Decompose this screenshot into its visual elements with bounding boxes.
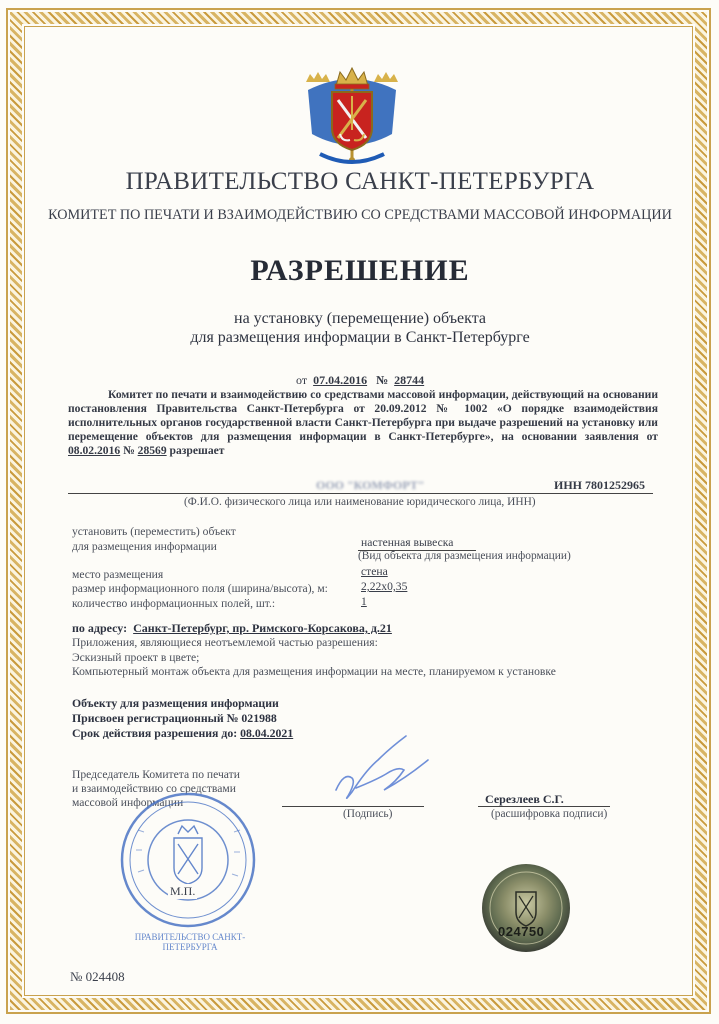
- registration-line-1: Объекту для размещения информации: [72, 696, 279, 710]
- signer-underline: [478, 806, 610, 807]
- coat-of-arms-icon: [300, 60, 404, 168]
- committee-title: КОМИТЕТ ПО ПЕЧАТИ И ВЗАИМОДЕЙСТВИЮ СО СРЕДСТВАМИ МАССОВОЙ ИНФОРМАЦИИ: [48, 207, 672, 223]
- authorization-paragraph: [68, 388, 658, 458]
- handwritten-signature: [326, 730, 436, 810]
- count-label: количество информационных полей, шт.:: [72, 597, 276, 610]
- hologram-number: 024750: [498, 924, 545, 939]
- permit-date: 07.04.2016: [313, 373, 368, 387]
- permit-date-line: [296, 373, 424, 388]
- form-number: № 024408: [70, 969, 125, 984]
- registration-number-line: [72, 711, 277, 726]
- subtitle-line-2: для размещения информации в Санкт-Петербурге: [190, 329, 530, 346]
- address-label: по адресу:: [72, 621, 128, 635]
- chairman-line-3: массовой информации: [72, 796, 184, 809]
- paragraph-text: Комитет по печати и взаимодействию со средствами массовой информации, действующий на основании постановления Правительства Санкт-Петербурга от 20.09.2012 № 1002 «О порядке взаимодействия исполнительных органов государственной власти Санкт-Петербурга при выдаче разрешений на установку или перемещение объектов для размещения информации в Санкт-Петербурге», на основании заявления от: [68, 388, 658, 443]
- validity-line: [72, 726, 293, 741]
- applicant-name: ООО "КОМФОРТ": [316, 478, 425, 492]
- application-number: 28569: [137, 444, 167, 457]
- hologram-sticker: [480, 862, 572, 954]
- subtitle-line-1: на установку (перемещение) объекта: [234, 310, 486, 327]
- address-line: [72, 621, 392, 636]
- location-label: место размещения: [72, 568, 164, 581]
- attachment-item: Компьютерный монтаж объекта для размещения информации на месте, планируемом к установке: [72, 665, 556, 678]
- document-title: РАЗРЕШЕНИЕ: [250, 254, 470, 287]
- permit-from-label: от: [296, 373, 308, 387]
- applicant-underline: [68, 493, 653, 494]
- chairman-line-2: и взаимодействию со средствами: [72, 782, 236, 795]
- decoding-caption: (расшифровка подписи): [491, 808, 608, 820]
- validity-date: 08.04.2021: [240, 726, 294, 740]
- applicant-caption: (Ф.И.О. физического лица или наименование юридического лица, ИНН): [184, 496, 536, 508]
- install-label-2: для размещения информации: [72, 540, 217, 553]
- object-type-value: настенная вывеска: [361, 536, 454, 549]
- permit-number: 28744: [394, 373, 425, 387]
- official-stamp: [118, 790, 258, 930]
- install-label-1: установить (переместить) объект: [72, 525, 236, 538]
- object-type-caption: (Вид объекта для размещения информации): [358, 550, 571, 562]
- registration-number: 021988: [241, 711, 277, 725]
- applicant-inn: ИНН 7801252965: [554, 478, 646, 492]
- validity-label: Срок действия разрешения до:: [72, 726, 238, 740]
- stamp-place-label: М.П.: [170, 884, 196, 898]
- attachments-heading: Приложения, являющиеся неотъемлемой частью разрешения:: [72, 636, 378, 649]
- address-value: Санкт-Петербург, пр. Римского-Корсакова, д.21: [133, 621, 392, 635]
- location-value: стена: [361, 565, 388, 578]
- government-title: ПРАВИТЕЛЬСТВО САНКТ-ПЕТЕРБУРГА: [125, 168, 595, 195]
- signer-name: Серезлеев С.Г.: [485, 792, 564, 806]
- signature-caption: (Подпись): [343, 808, 393, 820]
- size-value: 2,22x0,35: [361, 580, 408, 593]
- attachment-item: Эскизный проект в цвете;: [72, 651, 200, 664]
- stamp-ring-text: ПРАВИТЕЛЬСТВО САНКТ-ПЕТЕРБУРГА: [134, 932, 246, 952]
- chairman-line-1: Председатель Комитета по печати: [72, 768, 240, 781]
- application-number-label: №: [123, 444, 135, 457]
- application-date: 08.02.2016: [68, 444, 121, 457]
- size-label: размер информационного поля (ширина/высота), м:: [72, 582, 328, 595]
- permit-number-label: №: [376, 373, 389, 387]
- registration-number-label: Присвоен регистрационный №: [72, 711, 239, 725]
- paragraph-tail: разрешает: [169, 444, 225, 457]
- count-value: 1: [361, 595, 367, 608]
